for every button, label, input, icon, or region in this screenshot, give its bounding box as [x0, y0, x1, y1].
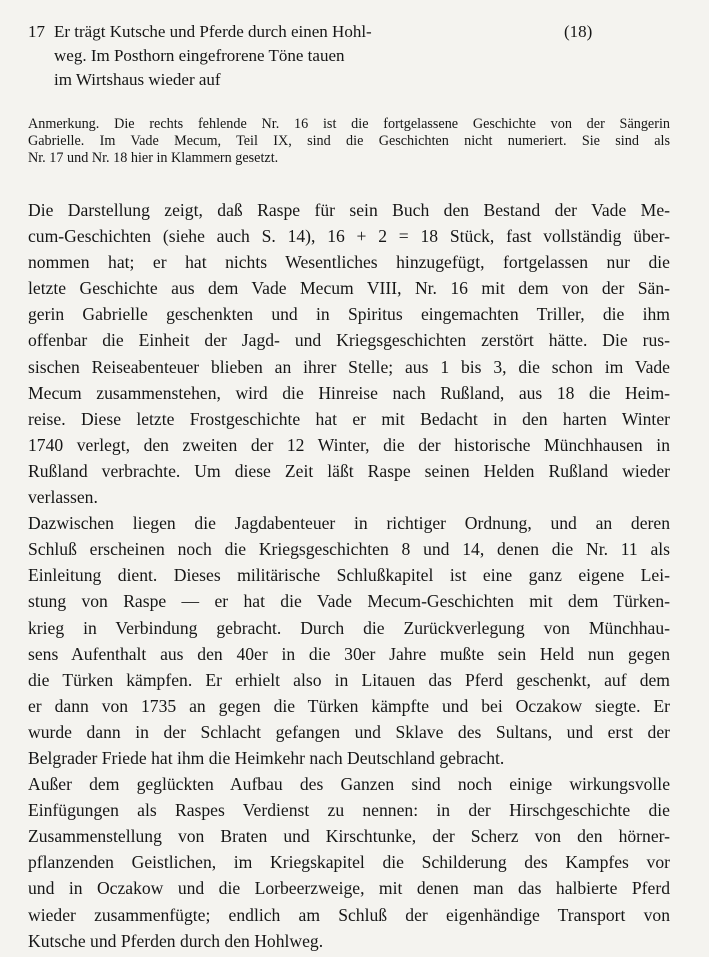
entry-line: Er trägt Kutsche und Pferde durch einen Hohl- — [54, 22, 372, 41]
entry-row — [28, 68, 628, 92]
note-line: Gabrielle. Im Vade Mecum, Teil IX, sind die Geschichten nicht numeriert. Sie sind als — [28, 133, 670, 149]
body-line: die Türken kämpfen. Er erhielt also in Litauen das Pferd geschenkt, auf dem — [28, 669, 670, 690]
entry-number: 17 — [28, 22, 45, 41]
body-line: Belgrader Friede hat ihm die Heimkehr nach Deutschland gebracht. — [28, 747, 505, 768]
body-line: Dazwischen liegen die Jagdabenteuer in richtiger Ordnung, und an deren — [28, 513, 670, 534]
body-line: Die Darstellung zeigt, daß Raspe für sein Buch den Bestand der Vade Me- — [28, 200, 670, 220]
body-line: offenbar die Einheit der Jagd- und Kriegsgeschichten zerstört hätte. Die rus- — [28, 330, 670, 351]
body-line: nommen hat; er hat nichts Wesentliches hinzugefügt, fortgelassen nur die — [28, 252, 670, 273]
footnote-anmerkung — [28, 116, 670, 167]
entry-line: weg. Im Posthorn eingefrorene Töne tauen — [54, 46, 345, 65]
body-line: wieder zusammenfügte; endlich am Schluß der eigenhändige Transport von — [28, 904, 670, 925]
body-line: sischen Reiseabenteuer blieben an ihrer Stelle; aus 1 bis 3, die schon im Vade — [28, 356, 670, 377]
body-line: sens Aufenthalt aus den 40er in die 30er Jahre mußte sein Held nun gegen — [28, 643, 670, 664]
body-line: Kutsche und Pferden durch den Hohlweg. — [28, 930, 324, 951]
entry-17 — [28, 20, 628, 92]
body-line: er dann von 1735 an gegen die Türken kämpfte und bei Oczakow siegte. Er — [28, 695, 670, 716]
body-line: Einleitung dient. Dieses militärische Schlußkapitel ist eine ganz eigene Lei- — [28, 565, 670, 586]
body-line: Schluß erscheinen noch die Kriegsgeschichten 8 und 14, denen die Nr. 11 als — [28, 539, 670, 560]
body-line: Rußland verbrachte. Um diese Zeit läßt Raspe seinen Helden Rußland wieder — [28, 460, 670, 481]
body-line: Außer dem geglückten Aufbau des Ganzen sind noch einige wirkungsvolle — [28, 774, 670, 795]
body-line: verlassen. — [28, 487, 98, 508]
body-line: krieg in Verbindung gebracht. Durch die Zurückverlegung von Münchhau- — [28, 617, 670, 638]
body-line: 1740 verlegt, den zweiten der 12 Winter, die der historische Münchhausen in — [28, 434, 670, 455]
body-line: stung von Raspe — er hat die Vade Mecum-Geschichten mit dem Türken- — [28, 591, 670, 612]
body-line: Einfügungen als Raspes Verdienst zu nennen: in der Hirschgeschichte die — [28, 800, 670, 821]
body-line: reise. Diese letzte Frostgeschichte hat er mit Bedacht in den harten Winter — [28, 408, 670, 429]
body-text — [28, 197, 670, 954]
entry-line: im Wirtshaus wieder auf — [54, 70, 221, 89]
body-line: pflanzenden Geistlichen, im Kriegskapitel die Schilderung des Kampfes vor — [28, 852, 670, 873]
entry-row — [28, 20, 628, 44]
body-line: cum-Geschichten (siehe auch S. 14), 16 + 2 = 18 Stück, fast vollständig über- — [28, 226, 670, 247]
entry-reference: (18) — [564, 22, 593, 41]
body-line: Zusammenstellung von Braten und Kirschtunke, der Scherz von den hörner- — [28, 826, 670, 847]
body-line: und in Oczakow und die Lorbeerzweige, mit denen man das halbierte Pferd — [28, 878, 670, 899]
body-line: gerin Gabrielle geschenkten und in Spiritus eingemachten Triller, die ihm — [28, 304, 670, 325]
body-line: wurde dann in der Schlacht gefangen und Sklave des Sultans, und erst der — [28, 721, 670, 742]
body-line: Mecum zusammenstehen, wird die Hinreise nach Rußland, aus 18 die Heim- — [28, 382, 670, 403]
body-line: letzte Geschichte aus dem Vade Mecum VIII, Nr. 16 mit dem von der Sän- — [28, 278, 670, 299]
note-line: Anmerkung. Die rechts fehlende Nr. 16 ist die fortgelassene Geschichte von der Sängerin — [28, 116, 670, 132]
note-line: Nr. 17 und Nr. 18 hier in Klammern gesetzt. — [28, 150, 279, 166]
entry-row — [28, 44, 628, 68]
